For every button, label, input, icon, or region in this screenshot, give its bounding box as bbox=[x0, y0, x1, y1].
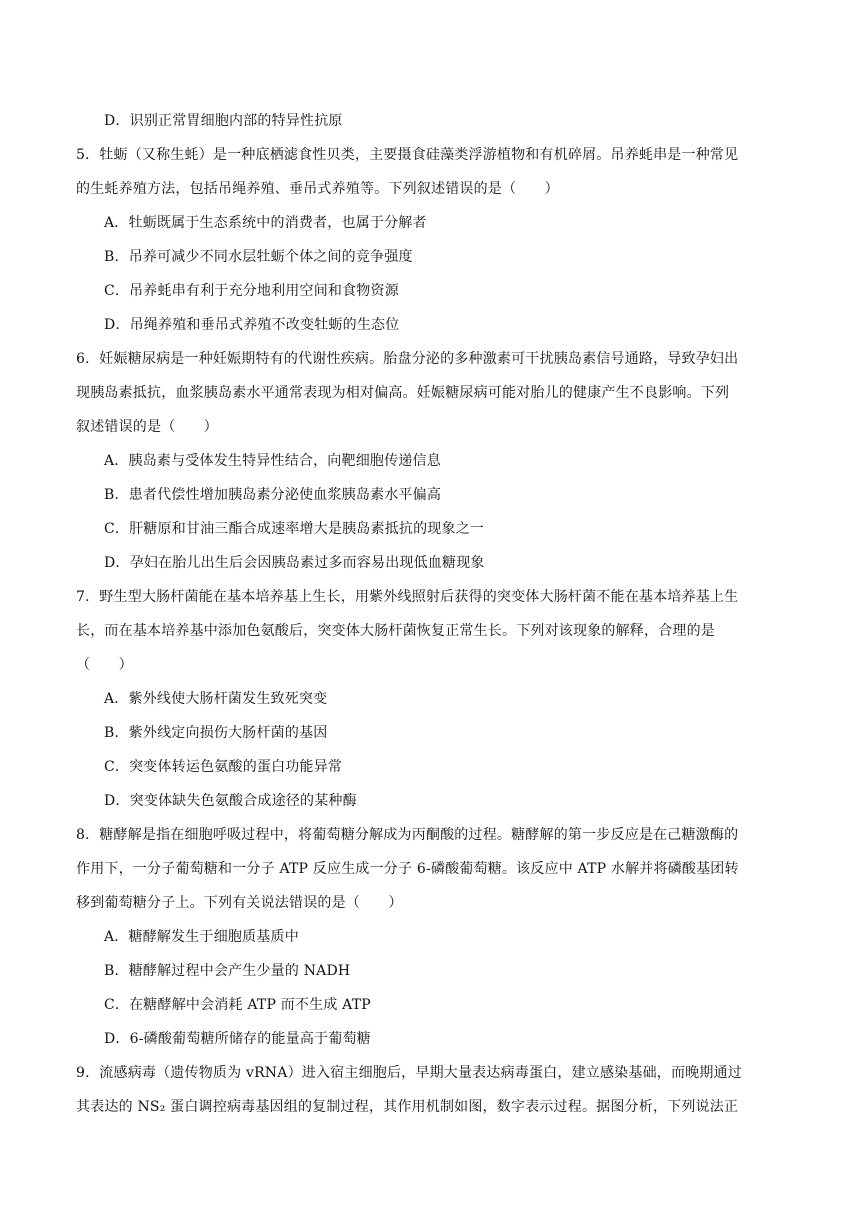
q9-stem-line-1: 9．流感病毒（遗传物质为 vRNA）进入宿主细胞后，早期大量表达病毒蛋白，建立感染基础，而晚期通过 bbox=[76, 1065, 742, 1081]
q7-option-c: C．突变体转运色氨酸的蛋白功能异常 bbox=[104, 759, 343, 775]
q5-stem-line-1: 5．牡蛎（又称生蚝）是一种底栖滤食性贝类，主要摄食硅藻类浮游植物和有机碎屑。吊养蚝串是一种常见 bbox=[76, 147, 739, 163]
q7-stem-line-3: （ ） bbox=[76, 657, 133, 673]
q7-option-b: B．紫外线定向损伤大肠杆菌的基因 bbox=[104, 725, 328, 741]
q5-option-d: D．吊绳养殖和垂吊式养殖不改变牡蛎的生态位 bbox=[104, 317, 400, 333]
q8-option-d: D．6-磷酸葡萄糖所储存的能量高于葡萄糖 bbox=[104, 1031, 371, 1047]
q8-option-c: C．在糖酵解中会消耗 ATP 而不生成 ATP bbox=[104, 997, 371, 1013]
q7-option-d: D．突变体缺失色氨酸合成途径的某种酶 bbox=[104, 793, 357, 809]
q7-option-a: A．紫外线使大肠杆菌发生致死突变 bbox=[104, 691, 328, 707]
q5-option-c: C．吊养蚝串有利于充分地利用空间和食物资源 bbox=[104, 283, 399, 299]
q6-option-a: A．胰岛素与受体发生特异性结合，向靶细胞传递信息 bbox=[104, 453, 441, 469]
q9-stem-line-2: 其表达的 NS₂ 蛋白调控病毒基因组的复制过程，其作用机制如图，数字表示过程。据图分析，下列说法正 bbox=[76, 1099, 739, 1115]
q8-stem-line-3: 移到葡萄糖分子上。下列有关说法错误的是（ ） bbox=[76, 895, 403, 911]
q8-option-a: A．糖酵解发生于细胞质基质中 bbox=[104, 929, 299, 945]
q8-option-b: B．糖酵解过程中会产生少量的 NADH bbox=[104, 963, 351, 979]
q5-option-b: B．吊养可减少不同水层牡蛎个体之间的竞争强度 bbox=[104, 249, 413, 265]
q4-option-d: D．识别正常胃细胞内部的特异性抗原 bbox=[104, 113, 343, 129]
q5-stem-line-2: 的生蚝养殖方法，包括吊绳养殖、垂吊式养殖等。下列叙述错误的是（ ） bbox=[76, 181, 559, 197]
q7-stem-line-1: 7．野生型大肠杆菌能在基本培养基上生长，用紫外线照射后获得的突变体大肠杆菌不能在基本培养基上生 bbox=[76, 589, 739, 605]
q7-stem-line-2: 长，而在基本培养基中添加色氨酸后，突变体大肠杆菌恢复正常生长。下列对该现象的解释，合理的是 bbox=[76, 623, 715, 639]
q8-stem-line-1: 8．糖酵解是指在细胞呼吸过程中，将葡萄糖分解成为丙酮酸的过程。糖酵解的第一步反应是在己糖激酶的 bbox=[76, 827, 739, 843]
q8-stem-line-2: 作用下，一分子葡萄糖和一分子 ATP 反应生成一分子 6-磷酸葡萄糖。该反应中 ATP 水解并将磷酸基团转 bbox=[76, 861, 739, 877]
q6-option-d: D．孕妇在胎儿出生后会因胰岛素过多而容易出现低血糖现象 bbox=[104, 555, 485, 571]
q6-option-c: C．肝糖原和甘油三酯合成速率增大是胰岛素抵抗的现象之一 bbox=[104, 521, 485, 537]
q6-option-b: B．患者代偿性增加胰岛素分泌使血浆胰岛素水平偏高 bbox=[104, 487, 442, 503]
q6-stem-line-1: 6．妊娠糖尿病是一种妊娠期特有的代谢性疾病。胎盘分泌的多种激素可干扰胰岛素信号通路，导致孕妇出 bbox=[76, 351, 739, 367]
q6-stem-line-2: 现胰岛素抵抗，血浆胰岛素水平通常表现为相对偏高。妊娠糖尿病可能对胎儿的健康产生不良影响。下列 bbox=[76, 385, 730, 401]
q6-stem-line-3: 叙述错误的是（ ） bbox=[76, 419, 218, 435]
q5-option-a: A．牡蛎既属于生态系统中的消费者，也属于分解者 bbox=[104, 215, 427, 231]
